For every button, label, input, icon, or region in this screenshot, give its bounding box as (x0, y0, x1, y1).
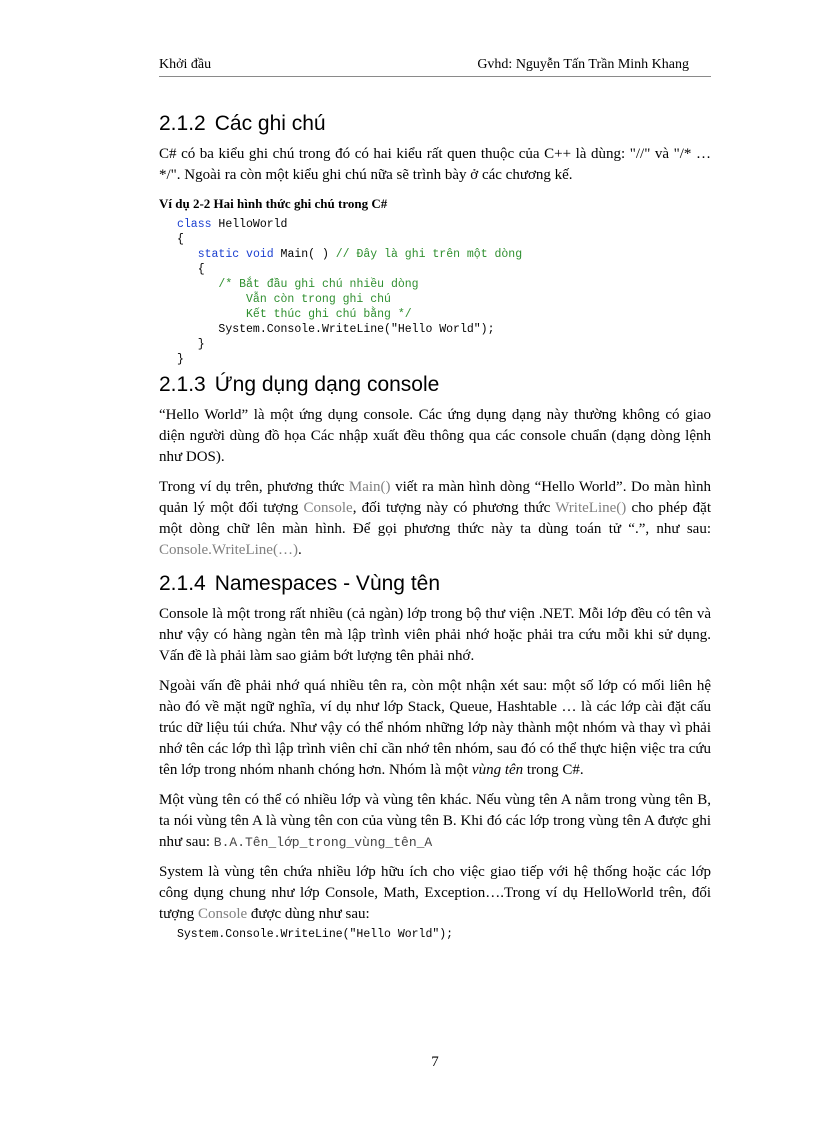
paragraph: Console là một trong rất nhiều (cả ngàn) lớp trong bộ thư viện .NET. Mỗi lớp đều có tên và như vậy có hàng ngàn tên mà lập trình viên phải nhớ hoặc phải tra cứu mỗi khi sử dụng. Vấn đề là phải làm sao giảm bớt lượng tên phải nhớ. (159, 606, 711, 664)
section-heading-2-1-2: 2.1.2 Các ghi chú (159, 112, 326, 135)
header-instructor: Gvhd: Nguyễn Tấn Trần Minh Khang (477, 57, 689, 72)
page-number: 7 (431, 1054, 439, 1070)
page-content (159, 110, 711, 942)
example-caption: Ví dụ 2-2 Hai hình thức ghi chú trong C# (159, 196, 388, 211)
paragraph: System là vùng tên chứa nhiều lớp hữu ích cho việc giao tiếp với hệ thống hoặc các lớp công dụng chung như lớp Console, Math, Exception….Trong ví dụ HelloWorld trên, đối tượng Console được dùng như sau: (159, 864, 711, 922)
section-heading-2-1-3: 2.1.3 Ứng dụng dạng console (159, 373, 440, 396)
code-line-console: System.Console.WriteLine("Hello World"); (177, 928, 454, 941)
section-heading-2-1-4: 2.1.4 Namespaces - Vùng tên (159, 572, 441, 595)
paragraph: “Hello World” là một ứng dụng console. Các ứng dụng dạng này thường không có giao diện người dùng đồ họa Các nhập xuất đều thông qua các console chuẩn (dạng dòng lệnh như DOS). (159, 407, 711, 465)
code-block-example: class HelloWorld { static void Main( ) // Đây là ghi trên một dòng { /* Bắt đầu ghi chú nhiều dòng Vẫn còn trong ghi chú Kết thúc ghi chú bằng */ System.Console.WriteLine("Hello World"); } } (177, 218, 523, 366)
header-chapter: Khởi đầu (159, 57, 212, 72)
page-header (159, 54, 711, 77)
paragraph: Một vùng tên có thể có nhiều lớp và vùng tên khác. Nếu vùng tên A nằm trong vùng tên B, ta nói vùng tên A là vùng tên con của vùng tên B. Khi đó các lớp trong vùng tên A được ghi như sau: B.A.Tên_lớp_trong_vùng_tên_A (159, 792, 711, 850)
paragraph: C# có ba kiểu ghi chú trong đó có hai kiểu rất quen thuộc của C++ là dùng: "//" và "/* … */". Ngoài ra còn một kiểu ghi chú nữa sẽ trình bày ở các chương kế. (159, 146, 711, 183)
paragraph: Trong ví dụ trên, phương thức Main() viết ra màn hình dòng “Hello World”. Do màn hình quản lý một đối tượng Console, đối tượng này có phương thức WriteLine() cho phép đặt một dòng chữ lên màn hình. Để gọi phương thức này ta dùng toán tử “.”, như sau: Console.WriteLine(…). (159, 479, 711, 558)
paragraph: Ngoài vấn đề phải nhớ quá nhiều tên ra, còn một nhận xét sau: một số lớp có mối liên hệ nào đó về mặt ngữ nghĩa, ví dụ như lớp Stack, Queue, Hashtable … là các lớp cài đặt cấu trúc dữ liệu túi chứa. Như vậy có thể nhóm những lớp này thành một nhóm và thay vì phải nhớ tên các lớp thì lập trình viên chỉ cần nhớ tên nhóm, sau đó có thể thực hiện việc tra cứu tên lớp trong nhóm nhanh chóng hơn. Nhóm là một vùng tên trong C#. (159, 678, 711, 778)
